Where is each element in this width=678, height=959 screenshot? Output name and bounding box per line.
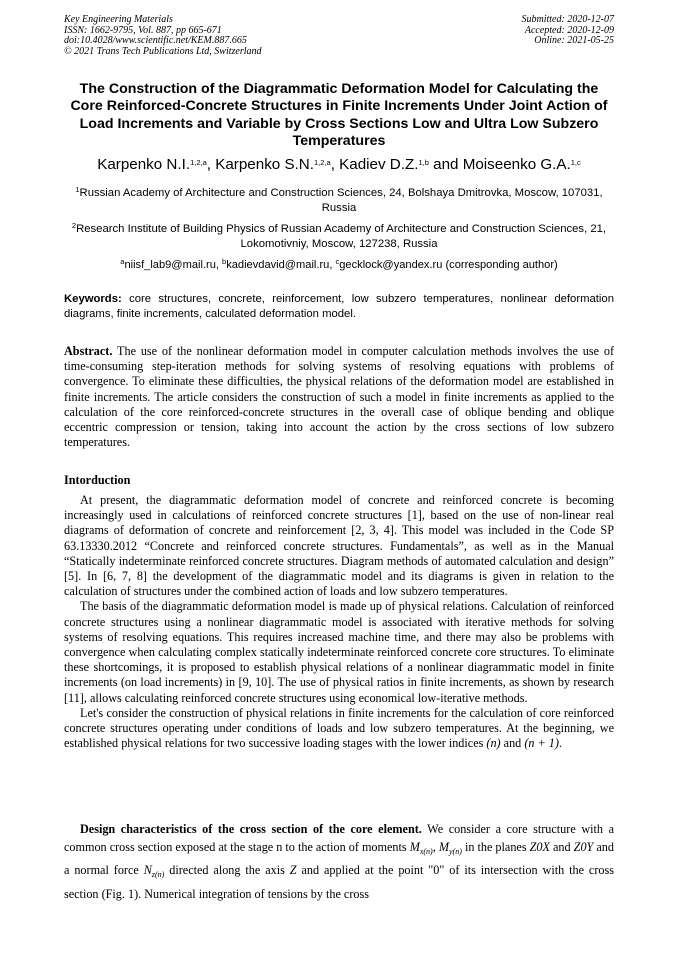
journal-info bbox=[64, 15, 262, 57]
section-heading-introduction: Intorduction bbox=[64, 473, 131, 487]
run-in-heading: Design characteristics of the cross section of the core element. bbox=[80, 822, 422, 836]
email-link[interactable]: kadievdavid@mail.ru, bbox=[226, 259, 336, 271]
affiliation-1: $^1$Russian Academy of Architecture and Construction Sciences, 24, Bolshaya Dmitrovka, Moscow, 107031, Russia bbox=[75, 185, 603, 214]
abstract-text: The use of the nonlinear deformation model in computer calculation methods involves the use of time-consuming step-iteration methods for solving systems of resolving equations with problems of convergence. To eliminate these difficulties, the physical relations of the deformation model are established in finite increments. The article considers the construction of such a model in finite increments as applied to the calculation of the core reinforced-concrete structures in the overall case of oblique bending and oblique eccentric compression or tension, taking into account the action by the cross sections of low subzero temperatures. bbox=[64, 344, 614, 450]
keywords-text: core structures, concrete, reinforcement, low subzero temperatures, nonlinear deformation diagrams, finite increments, calculated deformation model. bbox=[64, 293, 614, 320]
paragraph: The basis of the diagrammatic deformation model is made up of physical relations. Calculation of reinforced concrete structures using a nonlinear diagrammatic model is associated with iterative methods for solving systems of resolving equations. This requires increased machine time, and there may also be problems with convergence when calculating complex statically indeterminate reinforced concrete core structures. To eliminate these shortcomings, it is proposed to establish physical relations of a nonlinear diagrammatic model in finite increments (on load increments) in [9, 10]. The use of physical ratios in finite increments, as shown by research [11], allows calculating reinforced concrete structures using economical low-iterative methods. bbox=[64, 599, 614, 705]
issn: ISSN: 1662-9795, Vol. 887, pp 665-671 bbox=[64, 24, 222, 36]
design-section bbox=[64, 820, 614, 903]
keywords-label: Keywords: bbox=[64, 293, 122, 305]
keywords bbox=[64, 292, 614, 321]
paragraph: Design characteristics of the cross section of the core element. We consider a core structure with a common cross section exposed at the stage n to the action of moments $M_{x(n)}$, $M_{y(n)}$ in the planes Z0X and Z0Y and a normal force $N_{z(n)}$ directed along the axis Z and applied at the point "0" of its intersection with the cross section (Fig. 1). Numerical integration of tensions by the cross bbox=[64, 822, 614, 901]
online-date: Online: 2021-05-25 bbox=[534, 35, 614, 46]
email-link[interactable]: niisf_lab9@mail.ru, bbox=[124, 259, 223, 271]
paragraph: Let's consider the construction of physical relations in finite increments for the calculation of core reinforced concrete structures operating under conditions of loads and low subzero temperatures. At the beginning, we established physical relations for two successive loading stages with the lower indices (n) and (n + 1). bbox=[64, 705, 614, 751]
dates-info bbox=[522, 15, 615, 47]
journal-name: Key Engineering Materials bbox=[64, 14, 173, 25]
abstract bbox=[64, 344, 614, 450]
math-z0y: Z0Y bbox=[573, 840, 594, 855]
author-emails: $^a$niisf_lab9@mail.ru, $^b$kadievdavid@mail.ru, $^c$gecklock@yandex.ru (corresponding author) bbox=[120, 257, 558, 271]
math-n: (n) bbox=[486, 736, 501, 751]
submitted-date: Submitted: 2020-12-07 bbox=[521, 14, 614, 25]
copyright: © 2021 Trans Tech Publications Ltd, Switzerland bbox=[64, 45, 262, 57]
doi: doi:10.4028/www.scientific.net/KEM.887.665 bbox=[64, 35, 247, 46]
math-z: Z bbox=[289, 863, 297, 878]
author: Karpenko N.I.$^{1,2,a}$, bbox=[97, 156, 216, 173]
math-z0x: Z0X bbox=[529, 840, 550, 855]
math-n-plus-1: (n + 1) bbox=[524, 736, 559, 751]
introduction-body bbox=[64, 493, 614, 751]
author: Kadiev D.Z.$^{1,b}$ and bbox=[339, 156, 463, 173]
paragraph: At present, the diagrammatic deformation model of concrete and reinforced concrete is becoming increasingly used in calculations of reinforced concrete structures [1], based on the use of non-linear real diagrams of deformation of concrete and reinforcement [2, 3, 4]. This model was included in the Code SP 63.13330.2012 “Concrete and reinforced concrete structures. Fundamentals”, as well as in the Manual “Statically indeterminate reinforced concrete structures. Diagram methods of automated calculation and design” [5]. In [6, 7, 8] the development of the diagrammatic model and its diagrams is given in relation to the calculation of structures under the combined action of loads and low subzero temperatures. bbox=[64, 493, 614, 599]
abstract-label: Abstract. bbox=[64, 344, 113, 358]
math-nz: $N_{z(n)}$ bbox=[143, 863, 165, 880]
author: Moiseenko G.A.$^{1,c}$ bbox=[462, 156, 581, 173]
math-mx: $M_{x(n)}$ bbox=[409, 840, 433, 857]
paper-title: The Construction of the Diagrammatic Deformation Model for Calculating the Core Reinforced-Concrete Structures in Finite Increments Under Joint Action of Load Increments and Variable by Cross Sections Low and Ultra Low Subzero Temperatures bbox=[70, 81, 608, 150]
accepted-date: Accepted: 2020-12-09 bbox=[524, 24, 614, 36]
affiliation-2: $^2$Research Institute of Building Physics of Russian Academy of Architecture and Construction Sciences, 21, Lokomotivniy, Moscow, 127238, Russia bbox=[71, 221, 607, 250]
email-link[interactable]: gecklock@yandex.ru (corresponding author) bbox=[339, 259, 558, 271]
author: Karpenko S.N.$^{1,2,a}$, bbox=[215, 156, 340, 173]
math-my: $M_{y(n)}$ bbox=[438, 840, 462, 857]
author-list bbox=[64, 156, 614, 174]
